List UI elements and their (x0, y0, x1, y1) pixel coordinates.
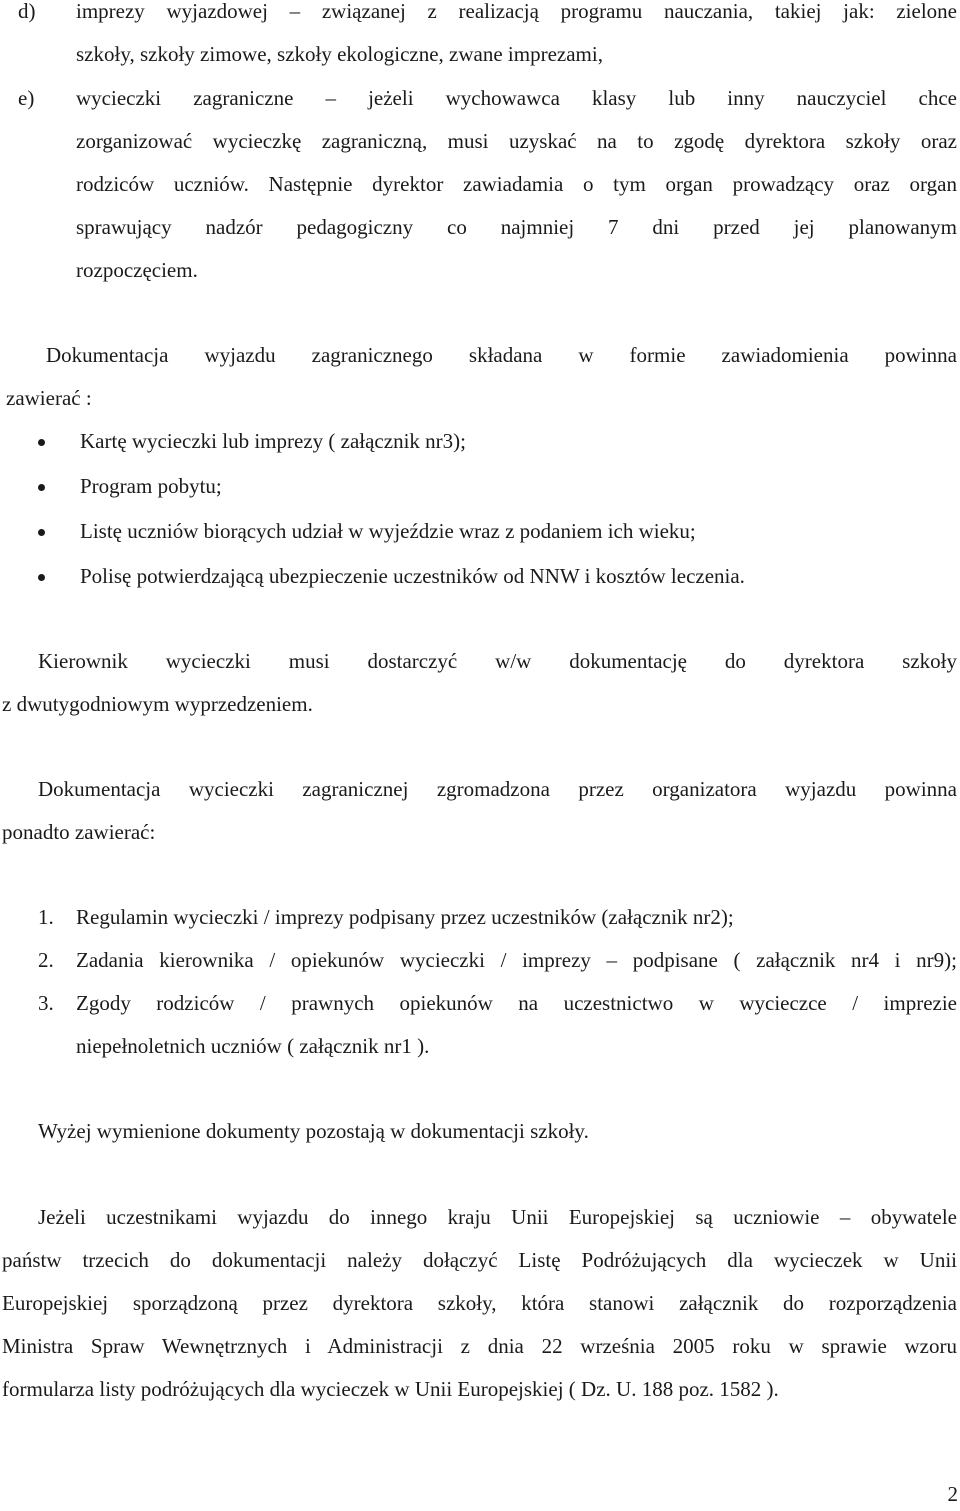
additional-intro-line-2: ponadto zawierać: (2, 820, 156, 844)
eu-note-line-3: Europejskiej sporządzoną przez dyrektora szkoły, która stanowi załącznik do rozporządzenia (2, 1291, 957, 1315)
required-document-item: Kartę wycieczki lub imprezy ( załącznik nr3); (80, 429, 466, 453)
list-number: 1. (38, 905, 54, 929)
bullet-icon (38, 439, 45, 446)
documentation-intro-line-2: zawierać : (6, 386, 92, 410)
eu-note-line-5: formularza listy podróżujących dla wycieczek w Unii Europejskiej ( Dz. U. 188 poz. 1582 ). (2, 1377, 779, 1401)
item-d-line-1: imprezy wyjazdowej – związanej z realizacją programu nauczania, takiej jak: zielone (76, 0, 957, 23)
item-e-line-3: rodziców uczniów. Następnie dyrektor zawiadamia o tym organ prowadzący oraz organ (76, 172, 957, 196)
bullet-icon (38, 574, 45, 581)
list-label-d: d) (18, 0, 36, 23)
item-e-line-5: rozpoczęciem. (76, 258, 198, 282)
bullet-icon (38, 529, 45, 536)
additional-intro-line-1: Dokumentacja wycieczki zagranicznej zgromadzona przez organizatora wyjazdu powinna (38, 777, 957, 801)
item-e-line-4: sprawujący nadzór pedagogiczny co najmniej 7 dni przed jej planowanym (76, 215, 957, 239)
additional-document-item-continuation: niepełnoletnich uczniów ( załącznik nr1 ). (76, 1034, 430, 1058)
documentation-intro-line-1: Dokumentacja wyjazdu zagranicznego składana w formie zawiadomienia powinna (46, 343, 957, 367)
additional-document-item: Regulamin wycieczki / imprezy podpisany przez uczestników (załącznik nr2); (76, 905, 734, 929)
eu-note-line-2: państw trzecich do dokumentacji należy dołączyć Listę Podróżujących dla wycieczek w Unii (2, 1248, 957, 1272)
list-number: 2. (38, 948, 54, 972)
leader-deadline-line-2: z dwutygodniowym wyprzedzeniem. (2, 692, 313, 716)
eu-note-line-4: Ministra Spraw Wewnętrznych i Administracji z dnia 22 września 2005 roku w sprawie wzoru (2, 1334, 957, 1358)
page-number: 2 (947, 1482, 958, 1506)
required-document-item: Program pobytu; (80, 474, 222, 498)
required-document-item: Listę uczniów biorących udział w wyjeździe wraz z podaniem ich wieku; (80, 519, 696, 543)
item-e-line-1: wycieczki zagraniczne – jeżeli wychowawca klasy lub inny nauczyciel chce (76, 86, 957, 110)
required-document-item: Polisę potwierdzającą ubezpieczenie uczestników od NNW i kosztów leczenia. (80, 564, 745, 588)
list-label-e: e) (18, 86, 35, 110)
eu-note-line-1: Jeżeli uczestnikami wyjazdu do innego kraju Unii Europejskiej są uczniowie – obywatele (38, 1205, 957, 1229)
item-e-line-2: zorganizować wycieczkę zagraniczną, musi uzyskać na to zgodę dyrektora szkoły oraz (76, 129, 957, 153)
storage-note: Wyżej wymienione dokumenty pozostają w dokumentacji szkoły. (38, 1119, 589, 1143)
additional-document-item: Zgody rodziców / prawnych opiekunów na uczestnictwo w wycieczce / imprezie (76, 991, 957, 1015)
list-number: 3. (38, 991, 54, 1015)
bullet-icon (38, 484, 45, 491)
leader-deadline-line-1: Kierownik wycieczki musi dostarczyć w/w dokumentację do dyrektora szkoły (38, 649, 957, 673)
additional-document-item: Zadania kierownika / opiekunów wycieczki / imprezy – podpisane ( załącznik nr4 i nr9); (76, 948, 957, 972)
item-d-line-2: szkoły, szkoły zimowe, szkoły ekologiczne, zwane imprezami, (76, 42, 603, 66)
